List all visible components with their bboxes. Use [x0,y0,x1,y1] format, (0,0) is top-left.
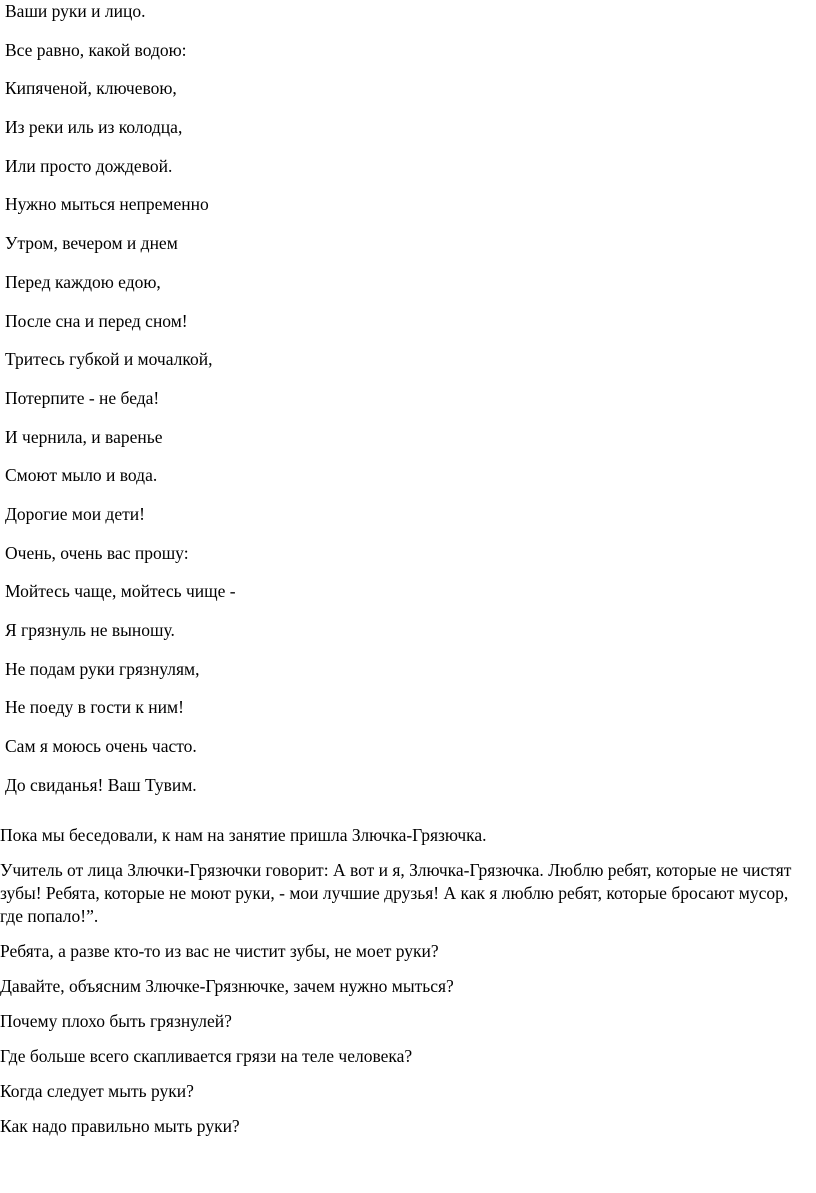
poem-line [5,774,236,813]
poem-line [5,658,236,697]
poem-line-text: Мойтесь чаще, мойтесь чище - [5,581,236,602]
poem-line [5,271,236,310]
poem-line-text: Перед каждою едою, [5,271,161,292]
paragraph: Давайте, объясним Злючке-Грязнючке, зачем нужно мыться? [0,976,454,996]
paragraph: Как надо правильно мыть руки? [0,1116,240,1136]
poem-line-text: Не поеду в гости к ним! [5,697,184,718]
poem-line-text: Очень, очень вас прошу: [5,542,189,563]
poem-line [5,155,236,194]
poem-block [5,0,236,812]
poem-line [5,193,236,232]
poem-line-text: Потерпите - не беда! [5,387,160,408]
poem-line-text: Или просто дождевой. [5,155,173,176]
poem-line [5,503,236,542]
poem-line-text: Я грязнуль не выношу. [5,620,175,640]
poem-line [5,426,236,465]
poem-line-text: Не подам руки грязнулям, [5,658,200,679]
poem-line-text: До свиданья! Ваш Тувим. [5,774,197,795]
poem-line [5,232,236,271]
poem-line-text: Из реки иль из колодца, [5,117,183,138]
paragraph: Ребята, а разве кто-то из вас не чистит зубы, не моет руки? [0,941,439,961]
poem-line-text: Тритесь губкой и мочалкой, [5,349,213,370]
poem-line [5,619,236,658]
poem-line [5,116,236,155]
poem-line [5,387,236,426]
poem-line-text: Ваши руки и лицо. [5,1,146,21]
paragraph: Пока мы беседовали, к нам на занятие пришла Злючка-Грязючка. [0,825,487,845]
paragraph: Когда следует мыть руки? [0,1081,194,1101]
poem-line-text: Утром, вечером и днем [5,233,178,254]
poem-line-text: Нужно мыться непременно [5,194,209,215]
poem-line [5,77,236,116]
poem-line-text: Дорогие мои дети! [5,503,145,524]
poem-line [5,310,236,349]
poem-line-text: Смоют мыло и вода. [5,465,158,486]
poem-line [5,542,236,581]
prose-block [0,824,800,1150]
poem-line-text: Все равно, какой водою: [5,39,187,60]
poem-line [5,580,236,619]
poem-line [5,0,236,39]
poem-line [5,696,236,735]
paragraph: Почему плохо быть грязнулей? [0,1011,232,1031]
poem-line [5,39,236,78]
poem-line-text: Сам я моюсь очень часто. [5,736,197,757]
paragraph: Где больше всего скапливается грязи на теле человека? [0,1046,413,1066]
poem-line-text: После сна и перед сном! [5,310,188,331]
poem-line [5,348,236,387]
paragraph: Учитель от лица Злючки-Грязючки говорит: А вот и я, Злючка-Грязючка. Люблю ребят, которые не чистят зубы! Ребята, которые не моют руки, - мои лучшие друзья! А как я люблю ребят, которые бросают мусор, где попало!”. [0,860,792,926]
poem-line [5,464,236,503]
poem-line [5,735,236,774]
poem-line-text: Кипяченой, ключевою, [5,78,177,99]
poem-line-text: И чернила, и варенье [5,426,163,447]
